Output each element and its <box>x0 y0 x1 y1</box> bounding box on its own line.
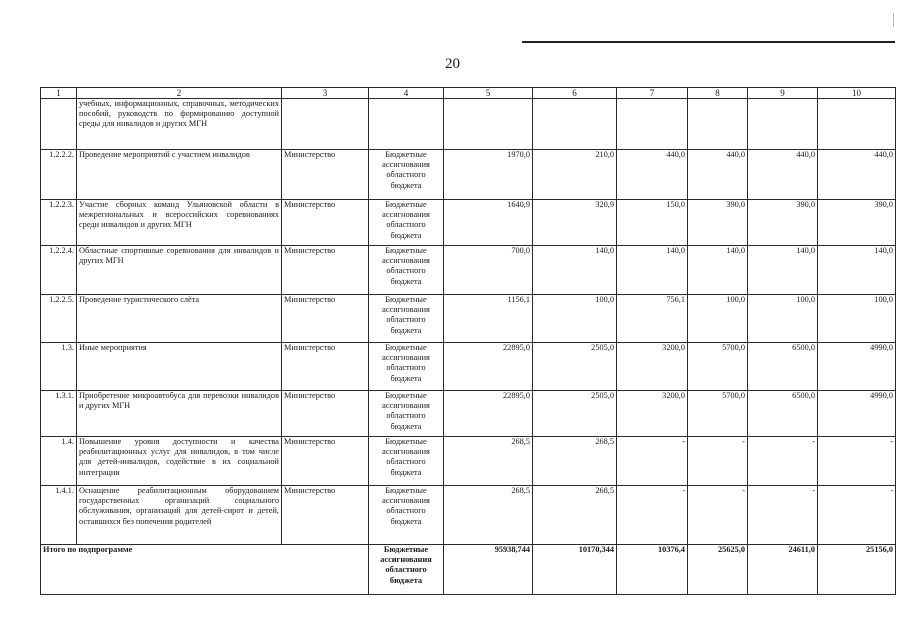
item-name: Проведение туристического слёта <box>77 295 282 343</box>
value-year-1: 100,0 <box>533 295 617 343</box>
value-year-3: - <box>688 437 748 486</box>
item-executor: Министерство <box>282 200 369 246</box>
page-number: 20 <box>445 56 460 72</box>
item-number: 1.2.2.2. <box>41 150 77 200</box>
item-name: учебных, информационных, справочных, методических пособий, руководств по формированию доступной среды для инвалидов и других МГН <box>77 99 282 150</box>
value-year-5: 140,0 <box>818 246 896 295</box>
item-funding-source: Бюджетные ассигнования областного бюджета <box>369 150 444 200</box>
item-executor: Министерство <box>282 391 369 437</box>
total-value-year-5: 25156,0 <box>818 545 896 595</box>
table-row <box>41 246 896 295</box>
table-row <box>41 486 896 545</box>
value-year-2 <box>617 99 688 150</box>
value-total: 22895,0 <box>444 343 533 391</box>
column-number: 6 <box>533 88 617 99</box>
total-value-total: 95938,744 <box>444 545 533 595</box>
item-number: 1.4. <box>41 437 77 486</box>
item-executor: Министерство <box>282 343 369 391</box>
item-funding-source: Бюджетные ассигнования областного бюджета <box>369 486 444 545</box>
column-number: 1 <box>41 88 77 99</box>
value-total: 22895,0 <box>444 391 533 437</box>
value-year-1: 2505,0 <box>533 391 617 437</box>
item-executor: Министерство <box>282 150 369 200</box>
value-year-1: 268,5 <box>533 437 617 486</box>
value-year-5: - <box>818 437 896 486</box>
item-name: Повышение уровня доступности и качества реабилитационных услуг для инвалидов, в том числе для детей-инвалидов, содействие в их социальной интеграции <box>77 437 282 486</box>
item-funding-source: Бюджетные ассигнования областного бюджета <box>369 246 444 295</box>
header-rule <box>522 41 895 43</box>
item-name: Оснащение реабилитационным оборудованием государственных организаций социального обслуживания, организаций для детей-сирот и детей, оставшихся без попечения родителей <box>77 486 282 545</box>
item-executor: Министерство <box>282 486 369 545</box>
value-total <box>444 99 533 150</box>
value-year-2: 3200,0 <box>617 343 688 391</box>
value-year-5: 100,0 <box>818 295 896 343</box>
value-year-4: 390,0 <box>748 200 818 246</box>
total-value-year-2: 10376,4 <box>617 545 688 595</box>
scan-mark <box>893 13 894 27</box>
item-name: Иные мероприятия <box>77 343 282 391</box>
item-executor <box>282 99 369 150</box>
value-year-5: 4990,0 <box>818 391 896 437</box>
value-year-3: 100,0 <box>688 295 748 343</box>
value-year-5: 440,0 <box>818 150 896 200</box>
total-value-year-3: 25625,0 <box>688 545 748 595</box>
value-year-4: 100,0 <box>748 295 818 343</box>
value-year-5: - <box>818 486 896 545</box>
value-year-3: 5700,0 <box>688 391 748 437</box>
item-name: Приобретение микроавтобуса для перевозки инвалидов и других МГН <box>77 391 282 437</box>
value-total: 1640,9 <box>444 200 533 246</box>
value-year-1: 210,0 <box>533 150 617 200</box>
value-total: 700,0 <box>444 246 533 295</box>
item-name: Проведение мероприятий с участием инвалидов <box>77 150 282 200</box>
item-number: 1.3.1. <box>41 391 77 437</box>
item-number: 1.2.2.3. <box>41 200 77 246</box>
value-year-2: 140,0 <box>617 246 688 295</box>
value-year-4: - <box>748 437 818 486</box>
value-year-4: 6500,0 <box>748 343 818 391</box>
item-name: Участие сборных команд Ульяновской области в межрегиональных и всероссийских соревнованиях среди инвалидов и других МГН <box>77 200 282 246</box>
total-label: Итого по подпрограмме <box>41 545 369 595</box>
column-number: 2 <box>77 88 282 99</box>
column-number: 9 <box>748 88 818 99</box>
table-row <box>41 295 896 343</box>
column-number: 3 <box>282 88 369 99</box>
table-row <box>41 391 896 437</box>
table-row <box>41 200 896 246</box>
item-number: 1.3. <box>41 343 77 391</box>
item-funding-source: Бюджетные ассигнования областного бюджета <box>369 437 444 486</box>
column-number: 4 <box>369 88 444 99</box>
item-funding-source: Бюджетные ассигнования областного бюджета <box>369 391 444 437</box>
item-number <box>41 99 77 150</box>
table-row <box>41 343 896 391</box>
value-year-2: - <box>617 437 688 486</box>
value-year-4 <box>748 99 818 150</box>
value-year-3: 440,0 <box>688 150 748 200</box>
value-year-2: 150,0 <box>617 200 688 246</box>
item-name: Областные спортивные соревнования для инвалидов и других МГН <box>77 246 282 295</box>
item-funding-source: Бюджетные ассигнования областного бюджета <box>369 200 444 246</box>
value-year-1 <box>533 99 617 150</box>
column-number: 8 <box>688 88 748 99</box>
value-year-1: 2505,0 <box>533 343 617 391</box>
item-number: 1.4.1. <box>41 486 77 545</box>
value-year-1: 140,0 <box>533 246 617 295</box>
value-year-2: 756,1 <box>617 295 688 343</box>
value-total: 268,5 <box>444 486 533 545</box>
item-executor: Министерство <box>282 437 369 486</box>
table-row <box>41 150 896 200</box>
item-executor: Министерство <box>282 295 369 343</box>
item-funding-source: Бюджетные ассигнования областного бюджета <box>369 295 444 343</box>
value-year-5: 4990,0 <box>818 343 896 391</box>
value-year-2: 3200,0 <box>617 391 688 437</box>
item-funding-source: Бюджетные ассигнования областного бюджета <box>369 343 444 391</box>
value-year-2: - <box>617 486 688 545</box>
item-number: 1.2.2.4. <box>41 246 77 295</box>
column-number: 5 <box>444 88 533 99</box>
total-row <box>41 545 896 595</box>
value-total: 1970,0 <box>444 150 533 200</box>
total-funding-source: Бюджетные ассигнования областного бюджета <box>369 545 444 595</box>
total-value-year-4: 24611,0 <box>748 545 818 595</box>
value-year-3: - <box>688 486 748 545</box>
table-row <box>41 437 896 486</box>
value-total: 268,5 <box>444 437 533 486</box>
value-year-3 <box>688 99 748 150</box>
value-year-4: 440,0 <box>748 150 818 200</box>
total-value-year-1: 10170,344 <box>533 545 617 595</box>
value-year-4: 6500,0 <box>748 391 818 437</box>
value-year-1: 320,9 <box>533 200 617 246</box>
value-year-5 <box>818 99 896 150</box>
column-number: 10 <box>818 88 896 99</box>
item-funding-source <box>369 99 444 150</box>
value-year-4: 140,0 <box>748 246 818 295</box>
value-year-3: 5700,0 <box>688 343 748 391</box>
table-row <box>41 99 896 150</box>
value-year-2: 440,0 <box>617 150 688 200</box>
column-number: 7 <box>617 88 688 99</box>
item-executor: Министерство <box>282 246 369 295</box>
value-year-1: 268,5 <box>533 486 617 545</box>
value-total: 1156,1 <box>444 295 533 343</box>
program-table <box>40 87 896 595</box>
item-number: 1.2.2.5. <box>41 295 77 343</box>
value-year-3: 140,0 <box>688 246 748 295</box>
column-numbers-row <box>41 88 896 99</box>
value-year-5: 390,0 <box>818 200 896 246</box>
value-year-3: 390,0 <box>688 200 748 246</box>
value-year-4: - <box>748 486 818 545</box>
